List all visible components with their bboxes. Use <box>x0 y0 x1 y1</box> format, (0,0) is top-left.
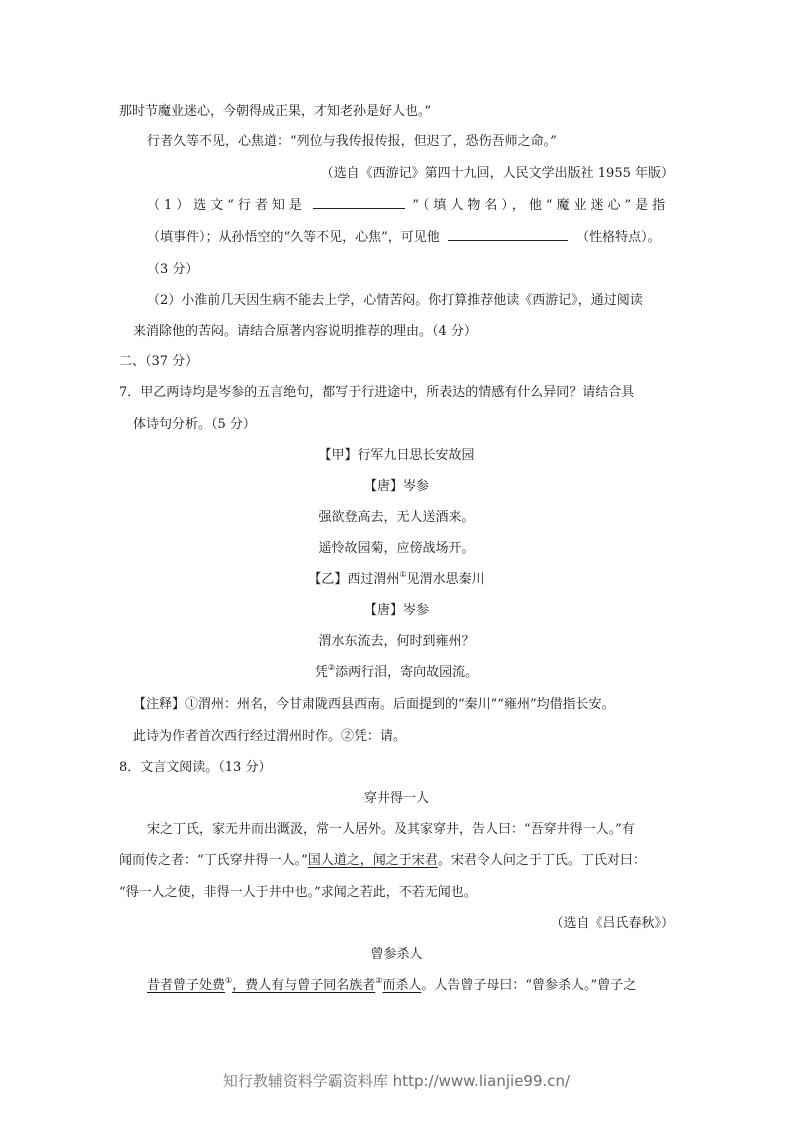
footnote-marker: ② <box>327 663 336 672</box>
underlined-word: 而杀人 <box>382 978 422 993</box>
underlined-word: 处费 <box>199 978 226 993</box>
poem-author: 【唐】岑参 <box>363 603 429 618</box>
poem-title: 【甲】行军九日思长安故园 <box>318 448 475 463</box>
question-7-line: 体诗句分析。（5 分） <box>133 417 256 432</box>
poem-line: 遥怜故园菊，应傍战场开。 <box>318 541 475 556</box>
question-2-line: （2）小淮前几天因生病不能去上学，心情苦闷。你打算推荐他读《西游记》，通过阅读 <box>147 293 643 308</box>
poem-author: 【唐】岑参 <box>363 479 429 494</box>
passage-title: 曾参杀人 <box>370 947 423 962</box>
poem-line: 渭水东流去，何时到雍州？ <box>318 634 475 649</box>
question-8-heading: 8．文言文阅读。（13 分） <box>119 760 272 775</box>
poem-line <box>0 664 793 682</box>
poem-title-part: 见渭水思秦川 <box>406 572 485 587</box>
poem-title <box>0 571 793 589</box>
annotation-line: 【注释】①渭州：州名，今甘肃陇西县西南。后面提到的“秦川”“雍州”均借指长安。 <box>133 697 615 712</box>
poem-line-part: 凭 <box>314 665 328 680</box>
question-1-line-1 <box>147 196 669 215</box>
passage-text: 。宋君令人问之于丁氏。丁氏对曰： <box>437 853 646 868</box>
underlined-word: ，费人有与曾子同名族者 <box>232 978 376 993</box>
passage-line <box>119 852 646 870</box>
question-text: （填事件）；从孙悟空的“久等不见，心焦”，可见他 <box>147 230 440 245</box>
question-score: （3 分） <box>147 262 199 277</box>
footnote-marker: ① <box>225 976 233 985</box>
footer-watermark: 知行教辅资料学霸资料库 http://www.lianjie99.cn/ <box>222 1072 571 1090</box>
text-line: 行者久等不见，心焦道：“列位与我传报传报，但迟了，恐伤吾师之命。” <box>147 134 557 149</box>
source-citation: （选自《吕氏春秋》） <box>550 916 674 931</box>
poem-title-part: 【乙】西过渭州 <box>308 572 400 587</box>
question-7-line: 7．甲乙两诗均是岑参的五言绝句，都写于行进途中，所表达的情感有什么异同？请结合具 <box>119 385 635 400</box>
passage-line <box>147 977 636 995</box>
passage-line: “得一人之使，非得一人于井中也。”求闻之若此，不若无闻也。 <box>119 885 477 900</box>
answer-blank-trait[interactable] <box>448 228 568 241</box>
source-citation: （选自《西游记》第四十九回，人民文学出版社 1955 年版） <box>320 166 674 181</box>
passage-title: 穿井得一人 <box>363 791 429 806</box>
passage-line: 宋之丁氏，家无井而出溉汲，常一人居外。及其家穿井，告人曰：“吾穿井得一人。”有 <box>147 822 635 837</box>
passage-text: 。人告曾子母曰：“曾参杀人。”曾子之 <box>421 978 637 993</box>
text-line: 那时节魔业迷心，今朝得成正果，才知老孙是好人也。” <box>119 104 432 119</box>
underlined-word: 昔者曾子 <box>147 978 200 993</box>
underlined-sentence: 国人道之，闻之于宋君 <box>307 853 438 868</box>
question-text: ”（填人物名），他“魔业迷心”是指 <box>412 198 670 213</box>
section-heading: 二、（37 分） <box>119 354 199 369</box>
poem-line: 强欲登高去，无人送酒来。 <box>318 510 475 525</box>
question-text: （1）选文“行者知是 <box>147 198 306 213</box>
footnote-marker: ② <box>375 976 383 985</box>
question-1-line-2 <box>147 228 661 247</box>
answer-blank-name[interactable] <box>313 196 405 209</box>
question-text: （性格特点）。 <box>576 230 661 245</box>
poem-line-part: 添两行泪，寄向故园流。 <box>335 665 479 680</box>
passage-text: 闻而传之者：“丁氏穿井得一人。” <box>119 853 308 868</box>
question-2-line: 来消除他的苦闷。请结合原著内容说明推荐的理由。（4 分） <box>133 324 477 339</box>
annotation-line: 此诗为作者首次西行经过渭州时作。②凭：请。 <box>133 729 407 744</box>
footnote-marker: ① <box>399 570 407 579</box>
